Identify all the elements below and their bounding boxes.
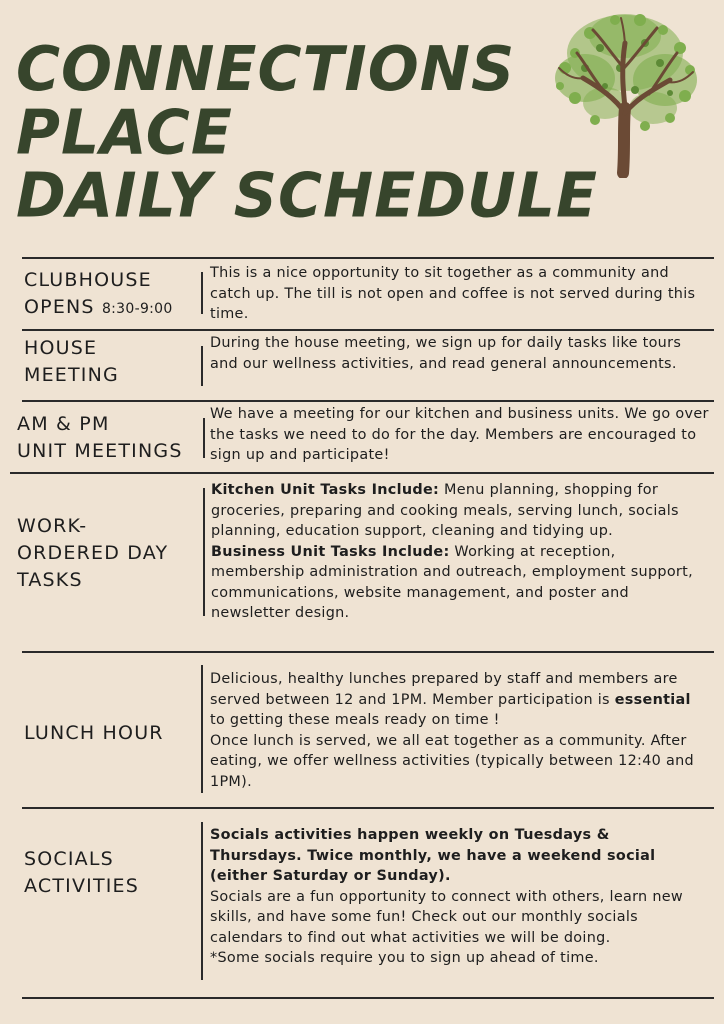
section-text-work-ordered-day: Kitchen Unit Tasks Include: Menu planning, shopping for groceries, preparing and cooking meals, serving lunch, socials planning, education support, cleaning and tidying up. Business Unit Tasks Include: Working at reception, membership administration and outreach, employment support, communications, website management, and poster and newsletter design. [211, 482, 693, 621]
section-text-lunch-hour: Delicious, healthy lunches prepared by staff and members are served between 12 and 1PM. Member participation is essential to getting these meals ready on time ! Once lunch is served, we all eat together as a community. After eating, we offer wellness activities (typically between 12:40 and 1PM). [210, 671, 694, 790]
divider [22, 651, 714, 653]
divider [10, 472, 714, 474]
section-bar [201, 272, 203, 314]
section-label-socials-activities: SOCIALS ACTIVITIES [24, 848, 140, 897]
section-text-socials-activities: Socials activities happen weekly on Tuesdays & Thursdays. Twice monthly, we have a weekend social (either Saturday or Sunday). Socials are a fun opportunity to connect with others, learn new skills, and have some fun! Check out our monthly socials calendars to find out what activities we will be doing. *Some socials require you to sign up ahead of time. [210, 825, 700, 969]
title-line-2: PLACE [16, 97, 233, 169]
section-label-work-ordered-day: WORK- ORDERED DAY TASKS [17, 515, 169, 591]
section-text-unit-meetings: We have a meeting for our kitchen and business units. We go over the tasks we need to do for the day. Members are encouraged to sign up and participate! [210, 406, 709, 463]
section-text-clubhouse-opens: This is a nice opportunity to sit together as a community and catch up. The till is not open and coffee is not served during this time. [210, 265, 696, 322]
section-label-lunch-hour: LUNCH HOUR [24, 722, 164, 744]
business-tasks-heading: Business Unit Tasks Include: [211, 543, 450, 560]
title-line-1: CONNECTIONS [16, 34, 516, 106]
section-bar [203, 418, 205, 458]
section-bar [201, 346, 203, 386]
divider [22, 257, 714, 259]
divider [22, 329, 714, 331]
section-label-unit-meetings: AM & PM UNIT MEETINGS [17, 413, 183, 462]
divider [22, 807, 714, 809]
section-bar [203, 488, 205, 616]
clubhouse-time: 8:30-9:00 [101, 301, 173, 317]
page-title [16, 34, 598, 232]
divider [22, 400, 714, 402]
tree-icon [545, 8, 705, 178]
section-bar [201, 665, 203, 793]
kitchen-tasks-heading: Kitchen Unit Tasks Include: [211, 482, 440, 498]
title-line-3: DAILY SCHEDULE [16, 160, 598, 232]
divider [22, 997, 714, 999]
socials-note: *Some socials require you to sign up ahead of time. [210, 950, 599, 966]
section-label-clubhouse-opens: CLUBHOUSE OPENS 8:30-9:00 [24, 269, 173, 318]
section-text-house-meeting: During the house meeting, we sign up for daily tasks like tours and our wellness activities, and read general announcements. [210, 335, 682, 372]
section-bar [201, 822, 203, 980]
section-label-house-meeting: HOUSE MEETING [24, 337, 119, 386]
